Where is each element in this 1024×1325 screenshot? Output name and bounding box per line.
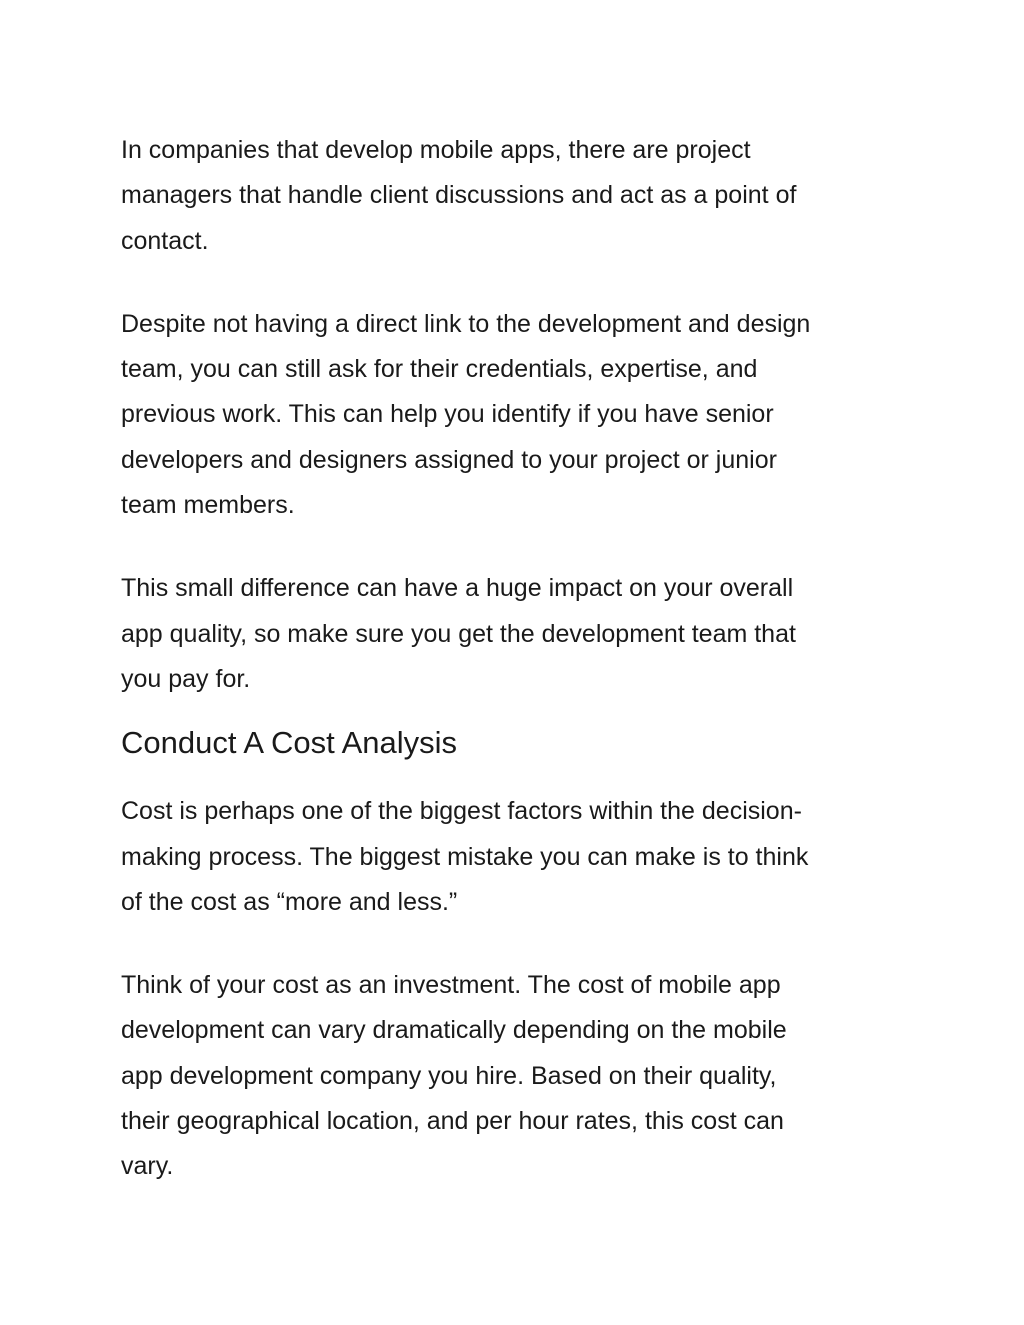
section-heading: Conduct A Cost Analysis [121,725,458,761]
document-page [121,128,901,1190]
paragraph-cost-investment: Think of your cost as an investment. The cost of mobile app development can vary dramatically depending on the mobile app development company you hire. Based on their quality, their geographical location, and per hour rates, this cost can vary. [121,971,787,1181]
paragraph-project-managers: In companies that develop mobile apps, there are project managers that handle client discussions and act as a point of contact. [121,136,797,255]
paragraph-team-credentials: Despite not having a direct link to the development and design team, you can still ask for their credentials, expertise, and previous work. This can help you identify if you have senior developers and designers assigned to your project or junior team members. [121,309,811,520]
paragraph-cost-factor: Cost is perhaps one of the biggest factors within the decision- making process. The biggest mistake you can make is to think of the cost as “more and less.” [121,797,809,916]
paragraph-app-quality: This small difference can have a huge impact on your overall app quality, so make sure you get the development team that you pay for. [121,574,796,693]
